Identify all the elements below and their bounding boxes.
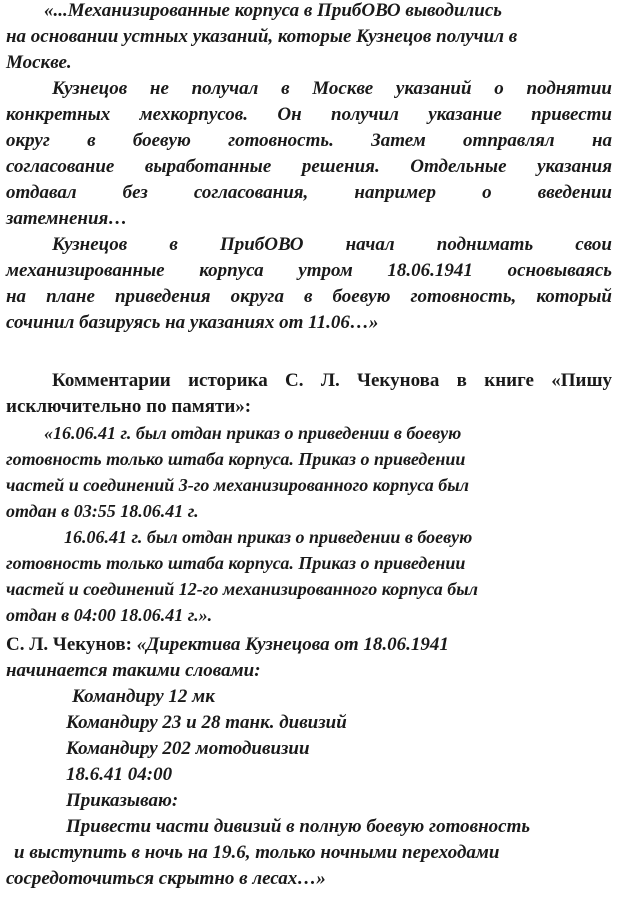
text-line: «16.06.41 г. был отдан приказ о приведении в боевую — [44, 423, 462, 443]
text-line: и выступить в ночь на 19.6, только ночными переходами — [14, 842, 500, 863]
section-heading: исключительно по памяти»: — [6, 396, 252, 417]
text-line: Приказываю: — [66, 790, 179, 811]
text-line: Командиру 12 мк — [72, 686, 215, 707]
text-line: сосредоточиться скрытно в лесах…» — [6, 868, 326, 889]
text-line: отдан в 04:00 18.06.41 г.». — [6, 605, 213, 625]
text-line: затемнения… — [6, 208, 128, 229]
text-line: отдан в 03:55 18.06.41 г. — [6, 501, 199, 521]
text-line: Привести части дивизий в полную боевую готовность — [66, 816, 531, 837]
text-line: согласование выработанные решения. Отдельные указания — [6, 156, 612, 177]
text-line: 16.06.41 г. был отдан приказ о приведении в боевую — [64, 527, 473, 547]
text-line: округ в боевую готовность. Затем отправлял на — [6, 130, 612, 151]
text-line: конкретных мехкорпусов. Он получил указание привести — [6, 104, 612, 125]
quote-start: «Директива Кузнецова от 18.06.1941 — [136, 634, 449, 655]
text-line: готовность только штаба корпуса. Приказ о приведении — [6, 553, 466, 573]
text-line: Москве. — [6, 52, 72, 73]
section-heading: Комментарии историка С. Л. Чекунова в книге «Пишу — [52, 370, 612, 391]
text-line: начинается такими словами: — [6, 660, 261, 681]
text-line: Командиру 202 мотодивизии — [66, 738, 310, 759]
text-line: «...Механизированные корпуса в ПрибОВО выводились — [44, 0, 502, 21]
text-line: готовность только штаба корпуса. Приказ о приведении — [6, 449, 466, 469]
text-line: частей и соединений 12-го механизированного корпуса был — [6, 579, 478, 599]
author-label: С. Л. Чекунов: — [6, 634, 137, 655]
text-line: отдавал без согласования, например о введении — [6, 182, 612, 203]
text-line: на плане приведения округа в боевую готовность, который — [6, 286, 612, 307]
quote-intro — [6, 632, 612, 658]
text-line: механизированные корпуса утром 18.06.1941 основываясь — [6, 260, 612, 281]
text-line: Кузнецов в ПрибОВО начал поднимать свои — [52, 234, 612, 255]
text-line: Командиру 23 и 28 танк. дивизий — [66, 712, 347, 733]
text-line: частей и соединений 3-го механизированного корпуса был — [6, 475, 469, 495]
text-line: сочинил базируясь на указаниях от 11.06…» — [6, 312, 379, 333]
text-line: 18.6.41 04:00 — [66, 764, 173, 785]
text-line: на основании устных указаний, которые Кузнецов получил в — [6, 26, 518, 47]
text-line: Кузнецов не получал в Москве указаний о поднятии — [52, 78, 612, 99]
